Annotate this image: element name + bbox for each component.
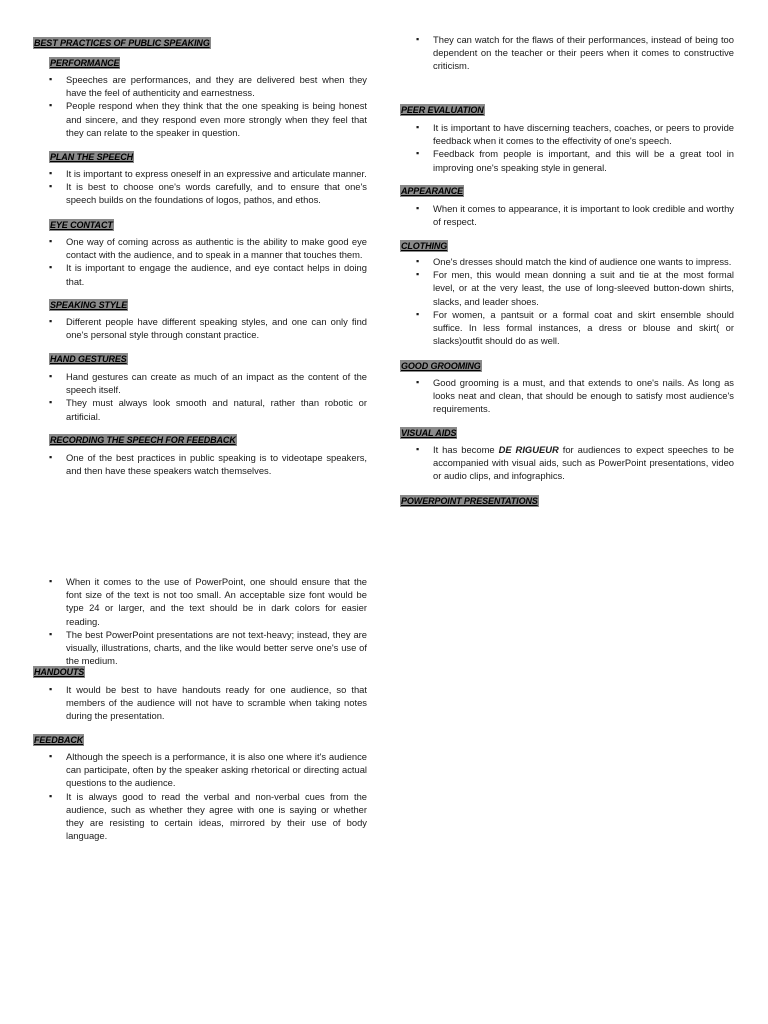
list-item: ▪ It is always good to read the verbal and non-verbal cues from the audience, such as whether they agree with one is saying or whether they are resisting to certain ideas, mirrored by their use of body language. bbox=[49, 790, 367, 842]
performance-heading: PERFORMANCE bbox=[50, 58, 120, 68]
list-item: ▪ The best PowerPoint presentations are not text-heavy; instead, they are visually, illustrations, charts, and the like would better serve one's use of the medium. bbox=[49, 628, 367, 667]
visual-list bbox=[416, 443, 734, 483]
eye-heading-block bbox=[49, 215, 114, 233]
list-item: ▪ They must always look smooth and natural, rather than robotic or artificial. bbox=[49, 397, 367, 422]
eye-list bbox=[49, 235, 367, 288]
recording-continuation-list bbox=[416, 33, 734, 73]
powerpoint-heading-block bbox=[400, 491, 539, 509]
feedback-list bbox=[49, 750, 367, 842]
plan-list bbox=[49, 167, 367, 207]
speaking-style-heading: SPEAKING STYLE bbox=[50, 300, 128, 310]
list-item: ▪ It has become DE RIGUEUR for audiences to expect speeches to be accompanied with visual aids, such as PowerPoint presentations, video or audio clips, and infographics. bbox=[416, 444, 735, 482]
peer-evaluation-heading: PEER EVALUATION bbox=[401, 105, 484, 115]
feedback-heading: FEEDBACK bbox=[34, 735, 84, 745]
list-item: ▪ It is important to have discerning teachers, coaches, or peers to provide feedback when it comes to the effectivity of one's speech. bbox=[416, 122, 734, 147]
gestures-list bbox=[49, 370, 367, 423]
list-item: ▪ It would be best to have handouts ready for one audience, so that members of the audience will not have to scramble when taking notes during the presentation. bbox=[49, 684, 367, 722]
document-title-block bbox=[33, 33, 211, 51]
clothing-list bbox=[416, 255, 734, 347]
list-item: ▪ Feedback from people is important, and this will be a great tool in improving one's speaking style in general. bbox=[416, 148, 734, 173]
style-list bbox=[49, 315, 367, 341]
list-item: ▪ It is best to choose one's words carefully, and to ensure that one's speech builds on the foundations of logos, pathos, and ethos. bbox=[49, 181, 367, 206]
list-item: ▪ For women, a pantsuit or a formal coat and skirt ensemble should suffice. In less formal instances, a dress or blouse and skirt( or slacks)outfit should do as well. bbox=[416, 308, 734, 347]
list-item: ▪ When it comes to the use of PowerPoint, one should ensure that the font size of the text is not too small. An acceptable size font would be type 24 or larger, and the text should be in dark colors for easier reading. bbox=[49, 576, 367, 627]
plan-heading-block bbox=[49, 147, 134, 165]
feedback-heading-block bbox=[33, 730, 84, 748]
list-item: ▪ It is important to express oneself in an expressive and articulate manner. bbox=[49, 168, 367, 179]
performance-list bbox=[49, 73, 367, 139]
document-title: BEST PRACTICES OF PUBLIC SPEAKING bbox=[34, 38, 210, 48]
performance-heading-block bbox=[49, 53, 120, 71]
list-item: ▪ It is important to engage the audience, and eye contact helps in doing that. bbox=[49, 262, 367, 287]
powerpoint-presentations-heading: POWERPOINT PRESENTATIONS bbox=[401, 496, 538, 506]
visual-heading-block bbox=[400, 423, 457, 441]
list-item: ▪ When it comes to appearance, it is important to look credible and worthy of respect. bbox=[416, 203, 734, 228]
peer-list bbox=[416, 121, 734, 174]
powerpoint-list bbox=[49, 575, 367, 667]
recording-heading-block bbox=[49, 430, 237, 448]
gestures-heading-block bbox=[49, 349, 128, 367]
list-item: ▪ Speeches are performances, and they are delivered best when they have the feel of authenticity and earnestness. bbox=[49, 74, 367, 99]
recording-list bbox=[49, 451, 367, 477]
grooming-list bbox=[416, 376, 734, 416]
clothing-heading: CLOTHING bbox=[401, 241, 448, 251]
list-item: ▪ For men, this would mean donning a suit and tie at the most formal level, or at the very least, the use of long-sleeved button-down shirts, slacks, and leader shoes. bbox=[416, 269, 734, 307]
de-rigueur-emphasis: DE RIGUEUR bbox=[498, 444, 559, 455]
recording-feedback-heading: RECORDING THE SPEECH FOR FEEDBACK bbox=[50, 435, 236, 445]
handouts-heading-block bbox=[33, 662, 85, 680]
clothing-heading-block bbox=[400, 236, 448, 254]
peer-heading-block bbox=[400, 100, 485, 118]
list-item: ▪ People respond when they think that the one speaking is being honest and sincere, and they respond even more strongly when they feel that they can relate to the speaker in question. bbox=[49, 100, 367, 138]
plan-speech-heading: PLAN THE SPEECH bbox=[50, 152, 134, 162]
good-grooming-heading: GOOD GROOMING bbox=[401, 361, 481, 371]
visual-aids-heading: VISUAL AIDS bbox=[401, 428, 457, 438]
appearance-heading-block bbox=[400, 181, 464, 199]
list-item: ▪ Hand gestures can create as much of an impact as the content of the speech itself. bbox=[49, 371, 367, 396]
list-item: ▪ Although the speech is a performance, it is also one where it's audience can participate, often by the speaker asking rhetorical or directing actual questions to the audience. bbox=[49, 751, 367, 789]
handouts-heading: HANDOUTS bbox=[34, 667, 85, 677]
appearance-heading: APPEARANCE bbox=[401, 186, 464, 196]
eye-contact-heading: EYE CONTACT bbox=[50, 220, 113, 230]
list-item: ▪ Good grooming is a must, and that extends to one's nails. As long as looks neat and clean, that should be enough to satisfy most audience's requirements. bbox=[416, 377, 734, 415]
list-item: ▪ Different people have different speaking styles, and one can only find one's personal style through constant practice. bbox=[49, 316, 367, 341]
hand-gestures-heading: HAND GESTURES bbox=[50, 354, 127, 364]
list-item: ▪ They can watch for the flaws of their performances, instead of being too dependent on the teacher or their peers when it comes to constructive criticism. bbox=[416, 34, 734, 72]
style-heading-block bbox=[49, 295, 128, 313]
list-item: ▪ One of the best practices in public speaking is to videotape speakers, and then have these speakers watch themselves. bbox=[49, 452, 367, 477]
list-item: ▪ One's dresses should match the kind of audience one wants to impress. bbox=[416, 256, 732, 267]
handouts-list bbox=[49, 683, 367, 723]
list-item: ▪ One way of coming across as authentic is the ability to make good eye contact with the audience, and to speak in a manner that touches them. bbox=[49, 236, 367, 261]
appearance-list bbox=[416, 202, 734, 228]
grooming-heading-block bbox=[400, 356, 482, 374]
